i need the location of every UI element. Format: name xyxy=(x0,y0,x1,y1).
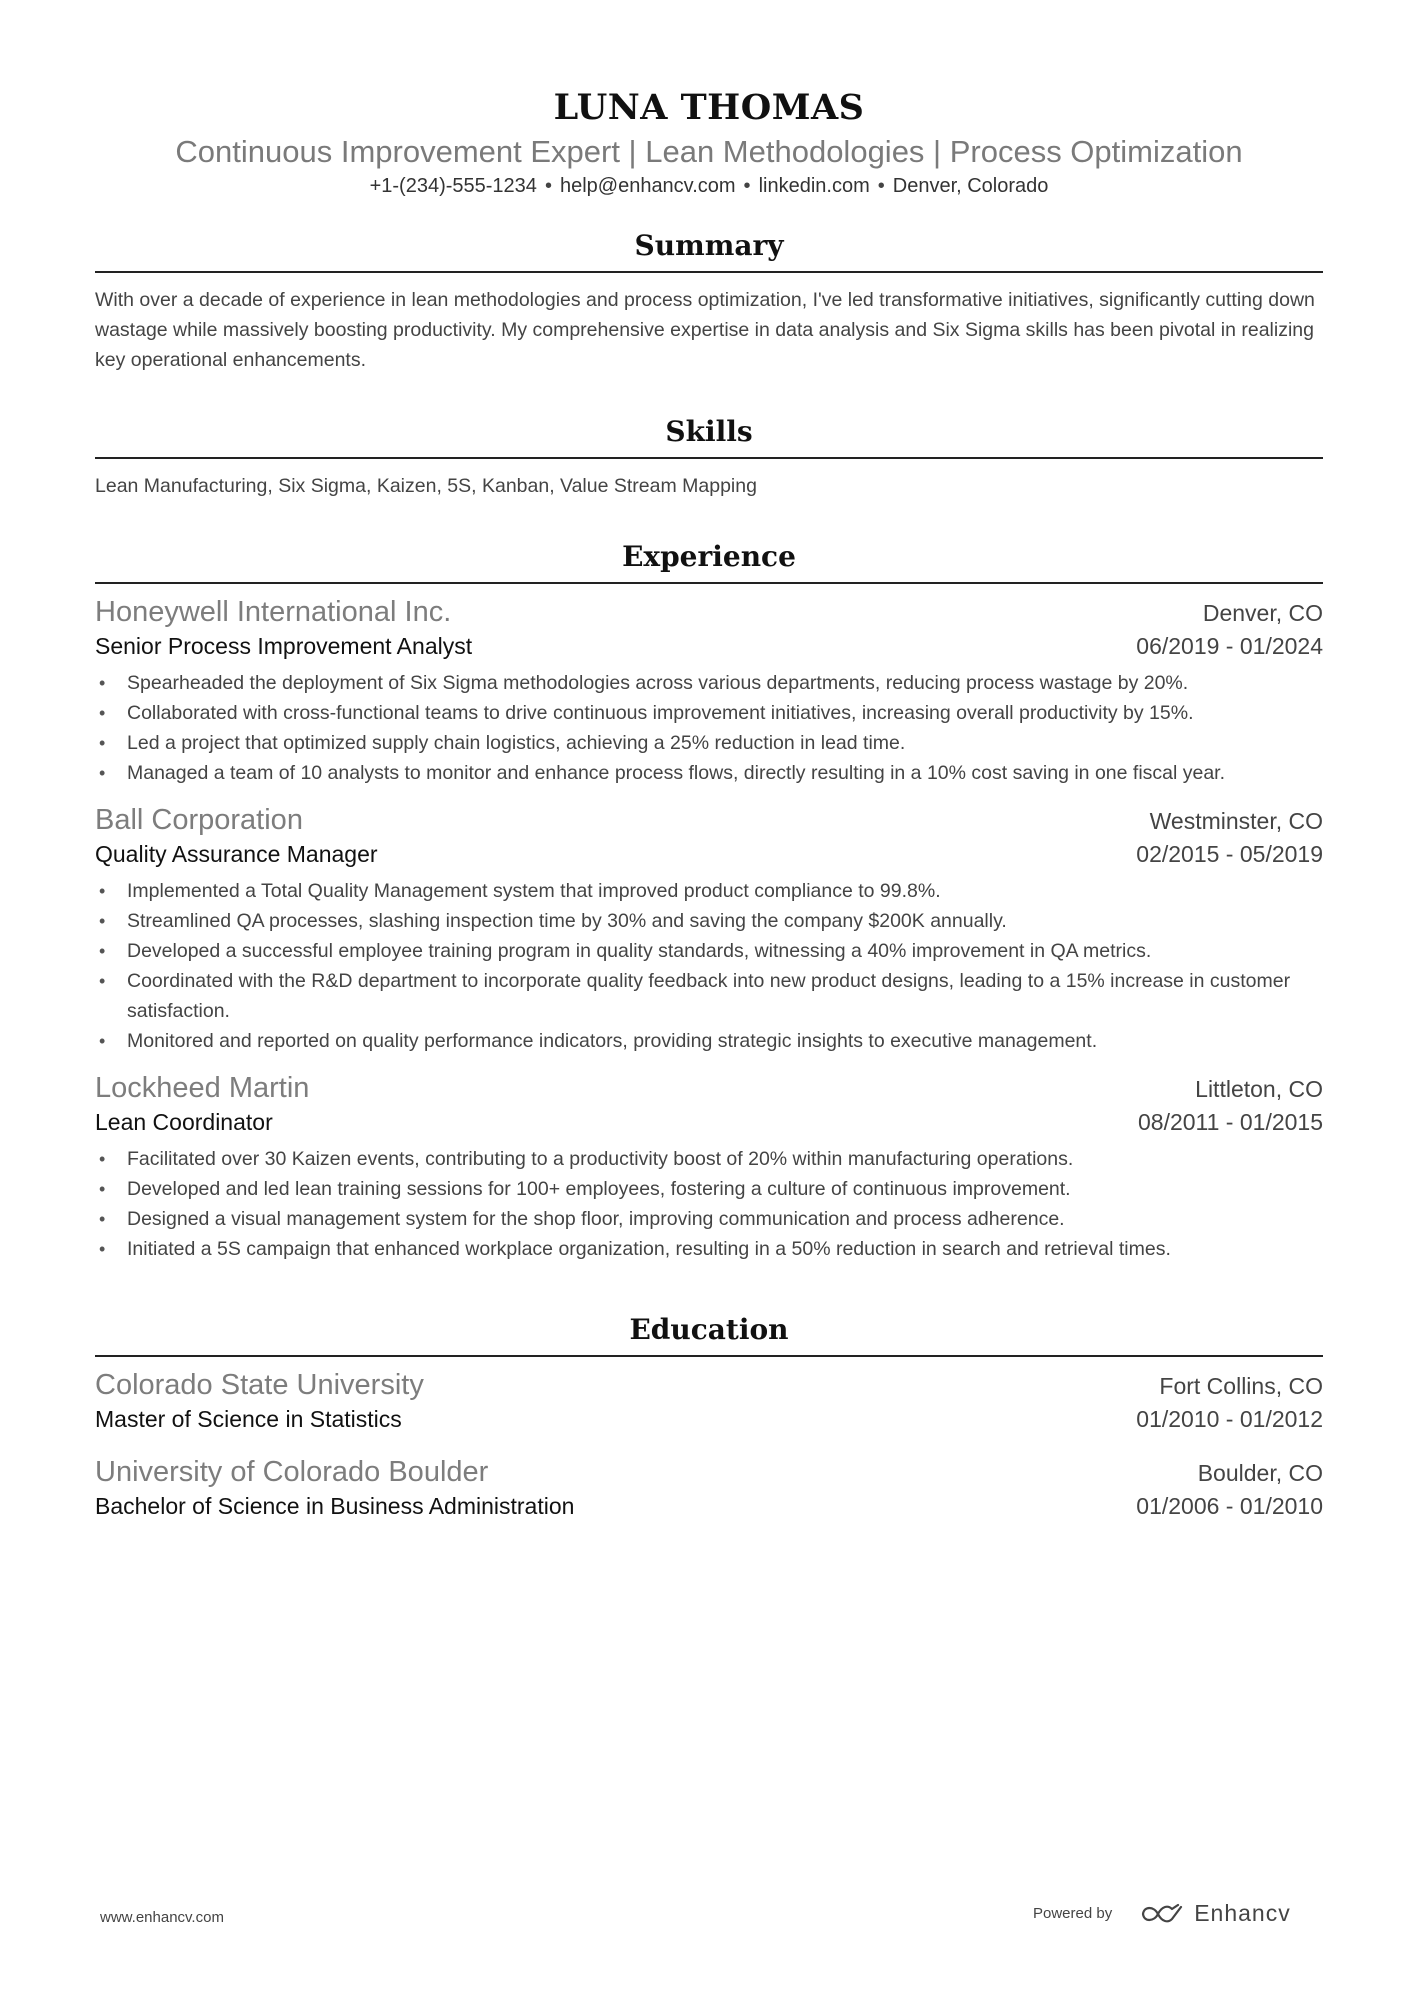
bullet-list xyxy=(95,1144,1323,1264)
bullet-item: • Monitored and reported on quality performance indicators, providing strategic insights to executive management. xyxy=(95,1026,1323,1056)
phone: +1-(234)-555-1234 xyxy=(369,175,537,197)
experience-entry xyxy=(95,1070,1323,1264)
bullet-item: • Facilitated over 30 Kaizen events, contributing to a productivity boost of 20% within manufacturing operations. xyxy=(95,1144,1323,1174)
linkedin: linkedin.com xyxy=(758,175,870,197)
company-name: Ball Corporation xyxy=(95,804,303,836)
education-entry xyxy=(95,1454,1323,1521)
company-name: Honeywell International Inc. xyxy=(95,596,452,628)
section-divider xyxy=(95,582,1323,584)
candidate-name: LUNA THOMAS xyxy=(553,87,865,128)
bullet-item: • Managed a team of 10 analysts to monitor and enhance process flows, directly resulting in a 10% cost saving in one fiscal year. xyxy=(95,758,1323,788)
degree: Bachelor of Science in Business Administration xyxy=(95,1493,575,1519)
bullet-list xyxy=(95,876,1323,1056)
separator: • xyxy=(544,175,552,197)
job-location: Westminster, CO xyxy=(1149,808,1323,834)
email: help@enhancv.com xyxy=(559,175,736,197)
contact-line xyxy=(95,172,1323,200)
school-name: University of Colorado Boulder xyxy=(95,1456,489,1488)
section-title: Skills xyxy=(665,415,753,448)
summary-section xyxy=(95,227,1323,375)
headline: Continuous Improvement Expert | Lean Methodologies | Process Optimization xyxy=(175,134,1243,169)
bullet-item: • Collaborated with cross-functional teams to drive continuous improvement initiatives, increasing overall productivity by 15%. xyxy=(95,698,1323,728)
section-title: Education xyxy=(629,1313,789,1346)
job-location: Denver, CO xyxy=(1202,600,1323,626)
degree: Master of Science in Statistics xyxy=(95,1406,402,1432)
enhancv-logo-icon xyxy=(1138,1901,1186,1927)
experience-section xyxy=(95,538,1323,1264)
job-title: Quality Assurance Manager xyxy=(95,841,378,867)
education-section xyxy=(95,1311,1323,1521)
bullet-item: • Developed a successful employee training program in quality standards, witnessing a 40% improvement in QA metrics. xyxy=(95,936,1323,966)
bullet-item: • Spearheaded the deployment of Six Sigma methodologies across various departments, reducing process wastage by 20%. xyxy=(95,668,1323,698)
bullet-item: • Developed and led lean training sessions for 100+ employees, fostering a culture of continuous improvement. xyxy=(95,1174,1323,1204)
school-location: Boulder, CO xyxy=(1197,1460,1323,1486)
company-name: Lockheed Martin xyxy=(95,1072,310,1104)
bullet-item: • Streamlined QA processes, slashing inspection time by 30% and saving the company $200K annually. xyxy=(95,906,1323,936)
separator: • xyxy=(877,175,885,197)
location: Denver, Colorado xyxy=(892,175,1049,197)
experience-entry xyxy=(95,594,1323,788)
section-title: Summary xyxy=(634,229,784,262)
section-divider xyxy=(95,1355,1323,1357)
education-dates: 01/2006 - 01/2010 xyxy=(1136,1493,1323,1519)
bullet-item: • Coordinated with the R&D department to incorporate quality feedback into new product designs, leading to a 15% increase in customer satisfaction. xyxy=(95,966,1323,1026)
school-location: Fort Collins, CO xyxy=(1159,1373,1323,1399)
section-divider xyxy=(95,457,1323,459)
job-location: Littleton, CO xyxy=(1195,1076,1323,1102)
job-title: Senior Process Improvement Analyst xyxy=(95,633,473,659)
bullet-list xyxy=(95,668,1323,788)
bullet-item: • Led a project that optimized supply chain logistics, achieving a 25% reduction in lead time. xyxy=(95,728,1323,758)
resume-page xyxy=(95,0,1323,1521)
section-title: Experience xyxy=(622,540,796,573)
job-title: Lean Coordinator xyxy=(95,1109,273,1135)
education-dates: 01/2010 - 01/2012 xyxy=(1136,1406,1323,1432)
skills-text: Lean Manufacturing, Six Sigma, Kaizen, 5S, Kanban, Value Stream Mapping xyxy=(95,475,757,497)
bullet-item: • Implemented a Total Quality Management system that improved product compliance to 99.8%. xyxy=(95,876,1323,906)
separator: • xyxy=(743,175,751,197)
job-dates: 08/2011 - 01/2015 xyxy=(1137,1109,1323,1135)
school-name: Colorado State University xyxy=(95,1369,424,1401)
brand-name: Enhancv xyxy=(1194,1900,1291,1926)
experience-entry xyxy=(95,802,1323,1056)
footer-branding xyxy=(1033,1900,1291,1927)
job-dates: 02/2015 - 05/2019 xyxy=(1136,841,1323,867)
powered-by-label: Powered by xyxy=(1033,1905,1113,1922)
summary-text: With over a decade of experience in lean methodologies and process optimization, I've led transformative initiatives, significantly cutting down wastage while massively boosting productivity. My comprehensive expertise in data analysis and Six Sigma skills has been pivotal in realizing key operational enhancements. xyxy=(95,289,1315,371)
bullet-item: • Initiated a 5S campaign that enhanced workplace organization, resulting in a 50% reduction in search and retrieval times. xyxy=(95,1234,1323,1264)
job-dates: 06/2019 - 01/2024 xyxy=(1136,633,1323,659)
bullet-item: • Designed a visual management system for the shop floor, improving communication and process adherence. xyxy=(95,1204,1323,1234)
footer-website[interactable]: www.enhancv.com xyxy=(100,1909,224,1926)
skills-section xyxy=(95,413,1323,501)
section-divider xyxy=(95,271,1323,273)
education-entry xyxy=(95,1367,1323,1434)
